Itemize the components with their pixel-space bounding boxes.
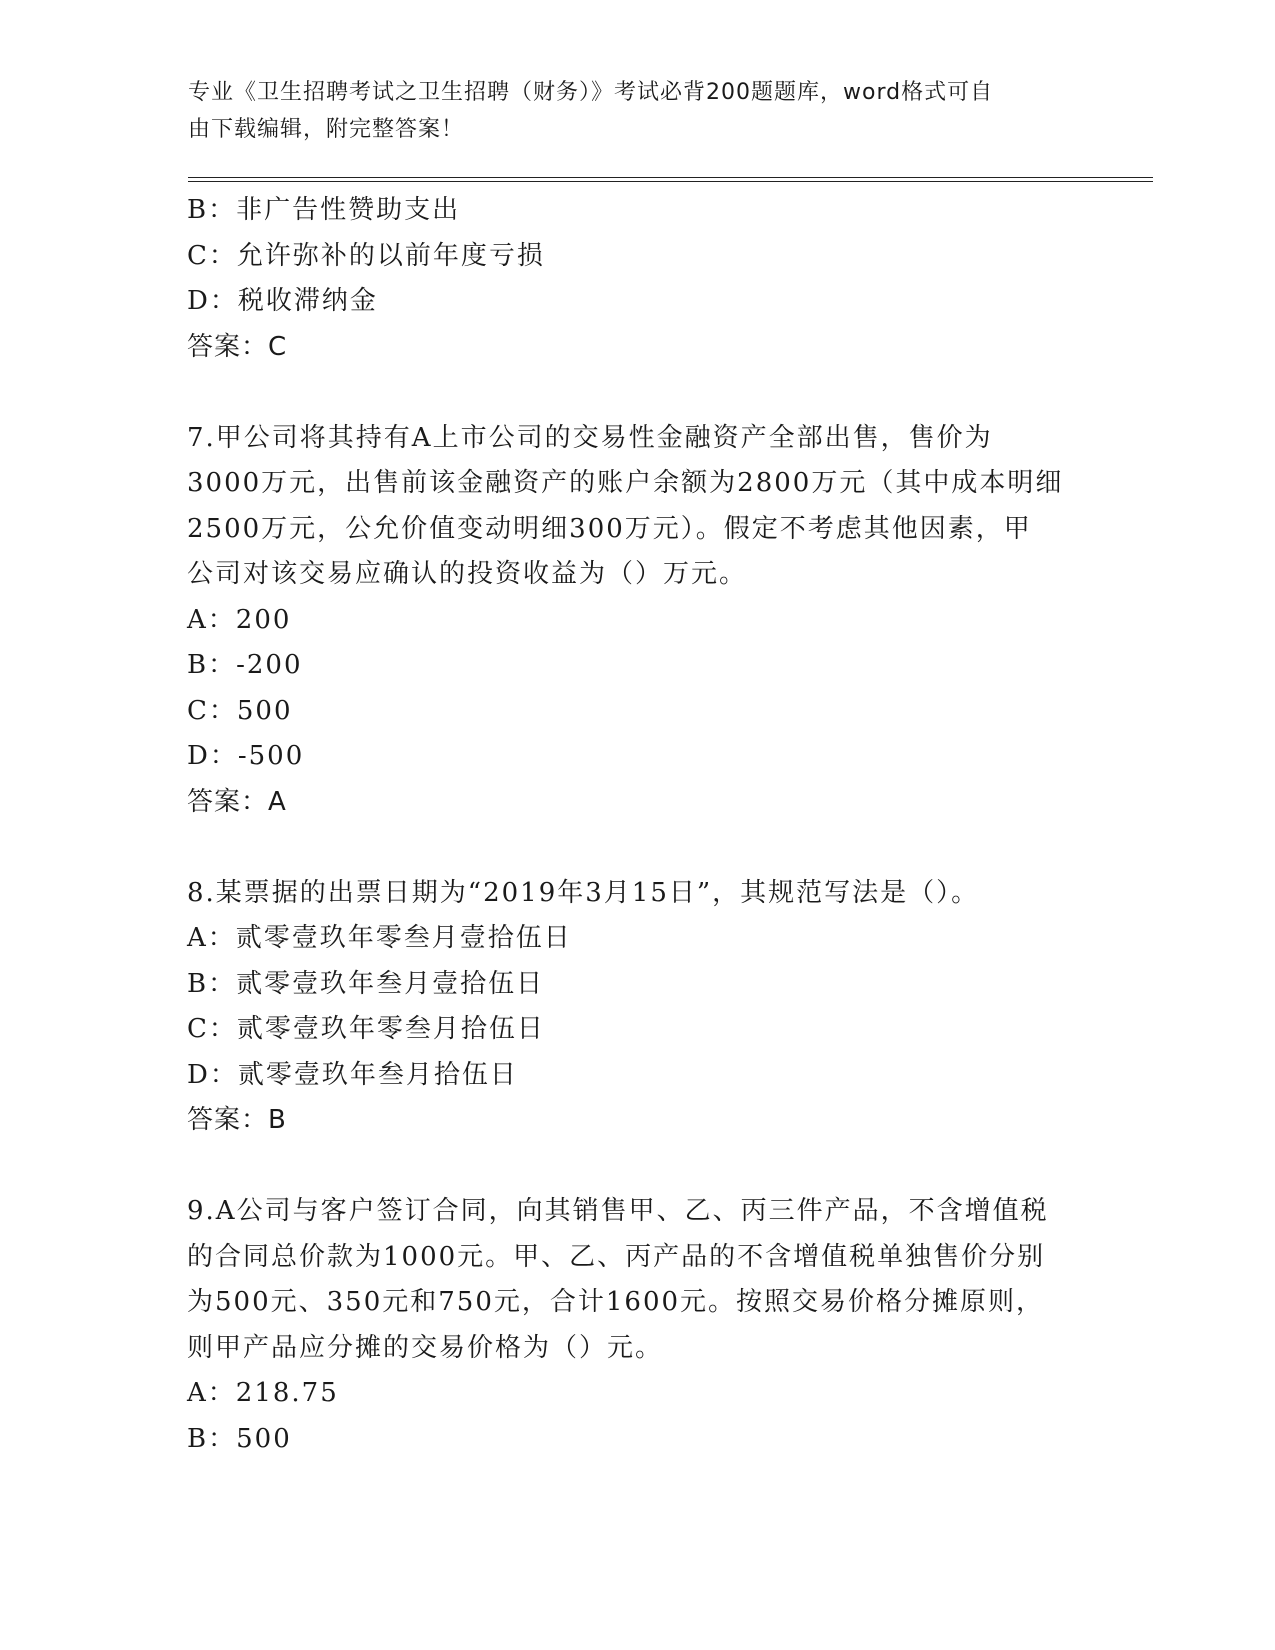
option-d: D：税收滞纳金 xyxy=(187,286,378,316)
question-stem-line: 的合同总价款为1000元。甲、乙、丙产品的不含增值税单独售价分别 xyxy=(187,1241,1046,1272)
header-divider-bottom xyxy=(188,181,1153,182)
spacer xyxy=(187,1144,1087,1190)
answer: 答案：C xyxy=(187,331,288,362)
option-b: B：500 xyxy=(187,1423,292,1454)
question-stem-line: 为500元、350元和750元，合计1600元。按照交易价格分摊原则， xyxy=(187,1287,1045,1317)
question-8 xyxy=(187,871,1087,1144)
spacer xyxy=(187,370,1087,416)
question-stem-line: 3000万元，出售前该金融资产的账户余额为2800万元（其中成本明细 xyxy=(187,468,1064,498)
option-a: A：218.75 xyxy=(187,1378,339,1408)
question-stem-line: 则甲产品应分摊的交易价格为（）元。 xyxy=(187,1332,664,1363)
answer: 答案：B xyxy=(187,1105,287,1135)
question-list xyxy=(187,188,1087,1462)
header-line-2: 由下载编辑，附完整答案！ xyxy=(188,117,465,142)
question-9 xyxy=(187,1189,1087,1462)
option-b: B：-200 xyxy=(187,650,303,680)
option-d: D：-500 xyxy=(187,741,305,771)
option-c: C：允许弥补的以前年度亏损 xyxy=(187,240,545,271)
option-a: A：贰零壹玖年零叁月壹拾伍日 xyxy=(187,923,572,953)
question-stem-line: 2500万元，公允价值变动明细300万元）。假定不考虑其他因素，甲 xyxy=(187,513,1032,544)
question-stem-line: 9.A公司与客户签订合同，向其销售甲、乙、丙三件产品，不含增值税 xyxy=(187,1196,1049,1226)
option-a: A：200 xyxy=(187,604,292,635)
option-b: B：非广告性赞助支出 xyxy=(187,195,461,225)
option-c: C：贰零壹玖年零叁月拾伍日 xyxy=(187,1014,545,1044)
document-header xyxy=(188,74,1068,148)
answer: 答案：A xyxy=(187,786,287,817)
option-b: B：贰零壹玖年叁月壹拾伍日 xyxy=(187,968,545,999)
spacer xyxy=(187,825,1087,871)
option-c: C：500 xyxy=(187,695,293,726)
question-6-tail xyxy=(187,188,1087,370)
question-stem-line: 8.某票据的出票日期为“2019年3月15日”，其规范写法是（）。 xyxy=(187,877,980,908)
question-7 xyxy=(187,416,1087,826)
header-line-1: 专业《卫生招聘考试之卫生招聘（财务）》考试必背200题题库，word格式可自 xyxy=(188,80,994,105)
option-d: D：贰零壹玖年叁月拾伍日 xyxy=(187,1059,518,1090)
question-stem-line: 7.甲公司将其持有A上市公司的交易性金融资产全部出售，售价为 xyxy=(187,422,993,453)
header-divider-top xyxy=(188,177,1153,178)
question-stem-line: 公司对该交易应确认的投资收益为（）万元。 xyxy=(187,559,748,589)
